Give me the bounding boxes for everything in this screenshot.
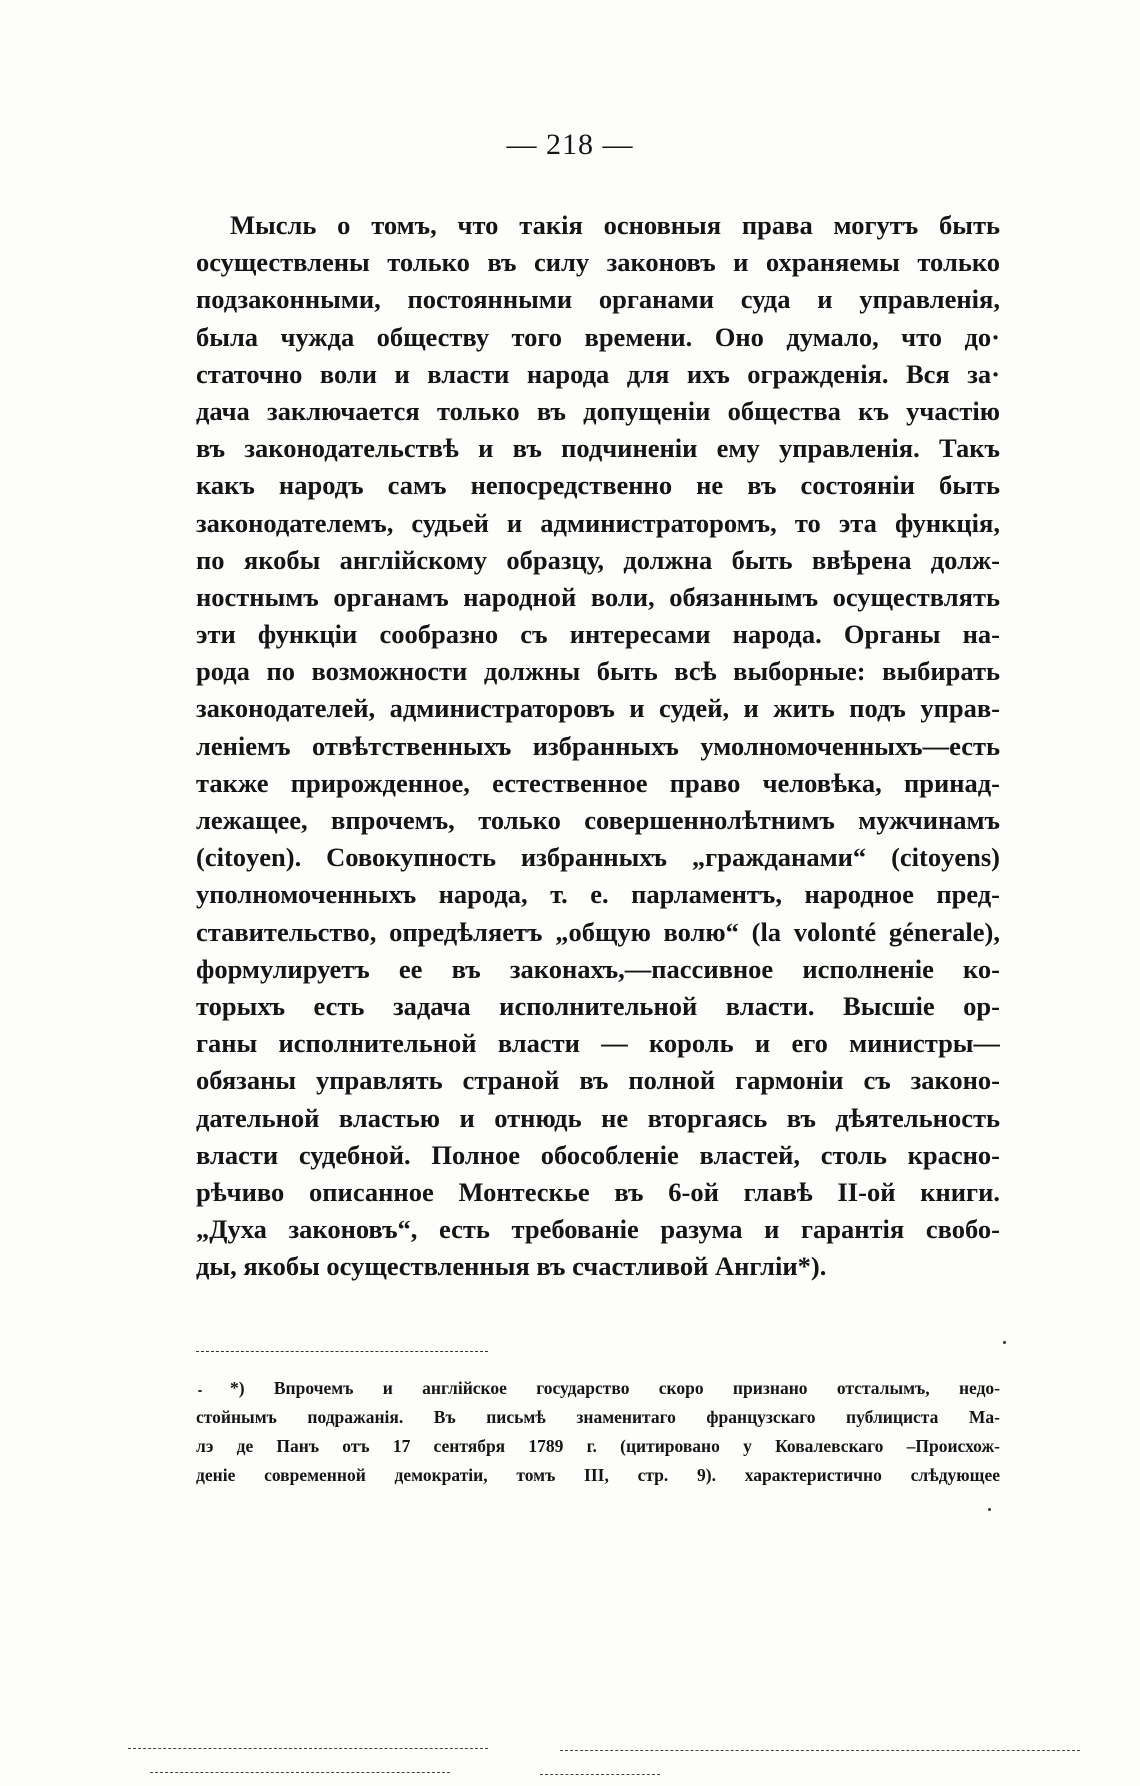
text-line: осуществлены только въ силу законовъ и охраняемы только [196, 247, 1000, 278]
text-line: какъ народъ самъ непосредственно не въ состояніи быть [196, 470, 1000, 501]
text-line: власти судебной. Полное обособленіе властей, столь красно- [196, 1139, 1000, 1170]
text-line: ды, якобы осуществленныя въ счастливой Англіи*). [196, 1251, 827, 1282]
text-line: по якобы англійскому образцу, должна быть ввѣрена долж- [196, 544, 1000, 575]
footnote-line: деніе современной демократіи, томъ III, стр. 9). характеристично слѣдующее [196, 1465, 1000, 1485]
text-line: ганы исполнительной власти — король и его министры— [196, 1028, 1000, 1059]
scan-speck [198, 1390, 202, 1392]
page-number: — 218 — [506, 128, 634, 161]
scan-edge-mark [540, 1774, 660, 1775]
text-line: также прирожденное, естественное право человѣка, принад- [196, 767, 1000, 798]
text-line: Мысль о томъ, что такія основныя права могутъ быть [230, 210, 1000, 240]
main-text [196, 207, 1000, 1285]
scan-edge-mark [128, 1748, 488, 1749]
text-line: законодателей, администраторовъ и судей, и жить подъ управ- [196, 693, 1000, 724]
text-line: статочно воли и власти народа для ихъ огражденія. Вся за· [196, 358, 1000, 389]
text-line: ставительство, опредѣляетъ „общую волю“ (la volonté génerale), [196, 916, 1000, 947]
text-line: законодателемъ, судьей и администраторомъ, то эта функція, [196, 507, 1000, 538]
scan-edge-mark [560, 1750, 1080, 1751]
text-line: формулируетъ ее въ законахъ,—пассивное исполненіе ко- [196, 953, 1000, 984]
text-line: торыхъ есть задача исполнительной власти. Высшіе ор- [196, 990, 1000, 1021]
footnote-line: лэ де Панъ отъ 17 сентября 1789 г. (цитировано у Ковалевскаго –Происхож- [196, 1436, 1000, 1456]
text-line: дача заключается только въ допущеніи общества къ участію [196, 395, 1000, 426]
footnote [196, 1374, 1000, 1490]
text-line: рода по возможности должны быть всѣ выборные: выбирать [196, 656, 1000, 687]
scan-speck [988, 1508, 991, 1511]
text-line: лежащее, впрочемъ, только совершеннолѣтнимъ мужчинамъ [196, 805, 1000, 835]
text-line: „Духа законовъ“, есть требованіе разума и гарантія свобо- [196, 1214, 1000, 1245]
footnote-line: *) Впрочемъ и англійское государство скоро признано отсталымъ, недо- [230, 1378, 1000, 1398]
text-line: (citoyen). Совокупность избранныхъ „гражданами“ (citoyens) [196, 842, 1000, 873]
text-line: въ законодательствѣ и въ подчиненіи ему управленія. Такъ [196, 433, 1000, 464]
text-line: подзаконными, постоянными органами суда и управленія, [196, 284, 1000, 315]
scan-edge-mark [150, 1772, 450, 1773]
text-line: леніемъ отвѣтственныхъ избранныхъ умолномоченныхъ—есть [196, 730, 1000, 761]
text-line: эти функціи сообразно съ интересами народа. Органы на- [196, 619, 1000, 650]
text-line: была чужда обществу того времени. Оно думало, что до· [196, 321, 1000, 352]
text-line: дательной властью и отнюдь не вторгаясь въ дѣятельность [196, 1102, 1000, 1133]
footnote-line: стойнымъ подражанія. Въ письмѣ знаменитаго французскаго публициста Ма- [196, 1407, 1000, 1427]
text-line: уполномоченныхъ народа, т. е. парламентъ, народное пред- [196, 879, 1000, 910]
text-line: рѣчиво описанное Монтескье въ 6-ой главѣ II-ой книги. [196, 1176, 1000, 1207]
footnote-separator [196, 1351, 488, 1352]
scan-speck [1003, 1341, 1006, 1344]
text-line: обязаны управлять страной въ полной гармоніи съ законо- [196, 1065, 1000, 1096]
text-line: ностнымъ органамъ народной воли, обязаннымъ осуществлять [196, 581, 1000, 612]
